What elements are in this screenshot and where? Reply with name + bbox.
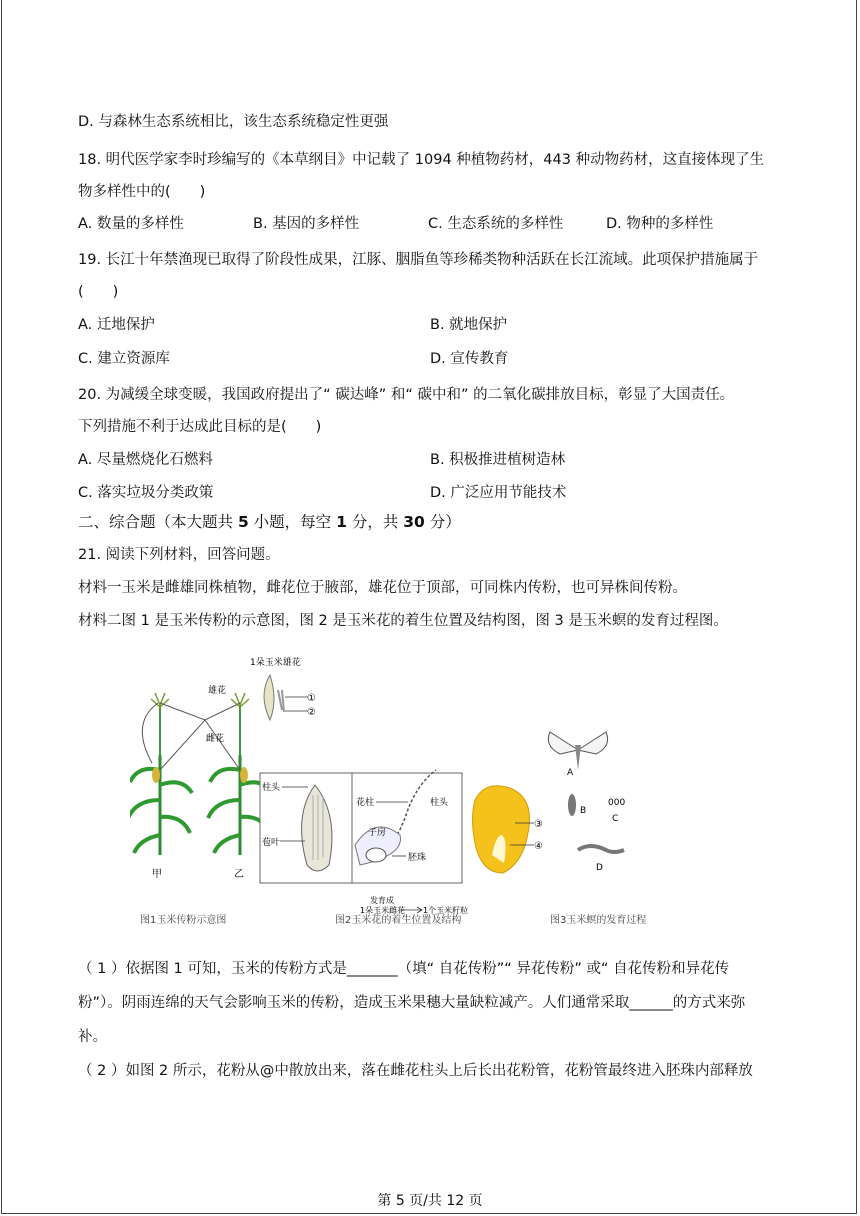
section-question-count: 5 [237, 513, 249, 531]
q20-option-b: B. 积极推进植树造林 [430, 452, 566, 468]
q20-option-d: D. 广泛应用节能技术 [430, 485, 567, 501]
q18-stem-line2: 物多样性中的( ) [78, 184, 206, 200]
page-footer: 第 5 页/共 12 页 [377, 1193, 483, 1209]
label-yi: 乙 [234, 869, 244, 880]
q20-stem-line1: 20. 为减缓全球变暖，我国政府提出了“ 碳达峰” 和“ 碳中和” 的二氧化碳排放目标，彰显了大国责任。 [78, 387, 735, 403]
q17-option-d: D. 与森林生态系统相比，该生态系统稳定性更强 [78, 114, 389, 130]
male-flower-title: 1朵玉米雄花 [250, 658, 301, 668]
label-female-flower: 雌花 [206, 734, 225, 744]
label-develop: 发育成 [370, 896, 394, 905]
q19-option-b: B. 就地保护 [430, 317, 508, 333]
section-points-per-blank: 1 [336, 513, 347, 531]
q19-option-c: C. 建立资源库 [78, 351, 170, 367]
q19-stem-line2: ( ) [78, 284, 119, 300]
q21-stem: 21. 阅读下列材料，回答问题。 [78, 547, 280, 563]
ovule-illustration [366, 848, 386, 862]
pollination-lines [160, 703, 240, 770]
material-one: 材料一玉米是雌雄同株植物，雌花位于腋部，雄花位于顶部，可同株内传粉，也可异株间传粉。 [78, 580, 687, 596]
larva-illustration [578, 846, 624, 852]
section-heading-mid2: 分，共 [346, 513, 404, 531]
label-stigma-left: 柱头 [262, 783, 281, 793]
fig1-caption: 图1玉米传粉示意图 [140, 915, 227, 926]
label-ovary: 子房 [368, 828, 387, 838]
section-heading-mid: 小题，每空 [248, 513, 337, 531]
stage-b-label: B [580, 806, 587, 816]
section-heading-pre: 二、综合题（本大题共 [78, 513, 238, 531]
label-circ-4: ④ [534, 841, 543, 852]
label-circ-1: ① [307, 693, 316, 704]
q21-part1-line2: 粉”）。阴雨连绵的天气会影响玉米的传粉，造成玉米果穗大量缺粒减产。人们通常采取______的方式来弥 [78, 995, 746, 1011]
section-total-points: 30 [403, 513, 425, 531]
q18-option-d: D. 物种的多样性 [606, 216, 714, 232]
label-ovule: 胚珠 [408, 853, 427, 863]
q18-stem-line1: 18. 明代医学家李时珍编写的《本草纲目》中记载了 1094 种植物药材，443 种动物药材，这直接体现了生 [78, 152, 765, 168]
q21-part1-line1: （ 1 ）依据图 1 可知，玉米的传粉方式是_______（填“ 自花传粉”“ 异花传粉” 或“ 自花传粉和异花传 [78, 961, 730, 977]
label-kernel: 1个玉米籽粒 [423, 906, 469, 915]
stage-c-label: C [612, 814, 619, 824]
section-heading [78, 510, 461, 532]
pupa-illustration [568, 794, 576, 816]
q18-option-b: B. 基因的多样性 [253, 216, 360, 232]
fig2-caption: 图2玉米花的着生位置及结构 [335, 915, 462, 926]
q19-option-d: D. 宣传教育 [430, 351, 509, 367]
eggs-illustration: 000 [608, 798, 626, 808]
q20-option-c: C. 落实垃圾分类政策 [78, 485, 214, 501]
q19-stem-line1: 19. 长江十年禁渔现已取得了阶段性成果，江豚、胭脂鱼等珍稀类物种活跃在长江流域。此项保护措施属于 [78, 252, 759, 268]
corn-plant-jia [130, 693, 192, 855]
q21-part2-line1: （ 2 ）如图 2 所示，花粉从@中散放出来，落在雌花柱头上后长出花粉管，花粉管最终进入胚珠内部释放 [78, 1063, 753, 1079]
label-style: 花柱 [356, 798, 375, 808]
label-male-flower: 雄花 [208, 686, 227, 696]
stage-d-label: D [596, 863, 603, 873]
label-jia: 甲 [152, 869, 162, 880]
label-circ-3: ③ [534, 819, 543, 830]
label-bract: 苞叶 [262, 838, 281, 848]
q19-option-a: A. 迁地保护 [78, 317, 155, 333]
q20-stem-line2: 下列措施不利于达成此目标的是( ) [78, 419, 322, 435]
corn-figure [130, 645, 690, 935]
label-female-one: 1朵玉米雌花 [360, 906, 406, 915]
material-two: 材料二图 1 是玉米传粉的示意图，图 2 是玉米花的着生位置及结构图，图 3 是玉米螟的发育过程图。 [78, 613, 728, 629]
self-pollination-arrow [142, 703, 158, 763]
fig3-caption: 图3玉米螟的发育过程 [550, 915, 647, 926]
section-heading-post: 分） [424, 513, 461, 531]
q21-part1-line3: 补。 [78, 1029, 107, 1045]
label-circ-2: ② [307, 707, 316, 718]
stage-a-label: A [567, 768, 574, 778]
q18-option-a: A. 数量的多样性 [78, 216, 184, 232]
q18-option-c: C. 生态系统的多样性 [428, 216, 564, 232]
label-stigma-right: 柱头 [430, 798, 449, 808]
q20-option-a: A. 尽量燃烧化石燃料 [78, 452, 213, 468]
male-flower-illustration [264, 675, 274, 720]
